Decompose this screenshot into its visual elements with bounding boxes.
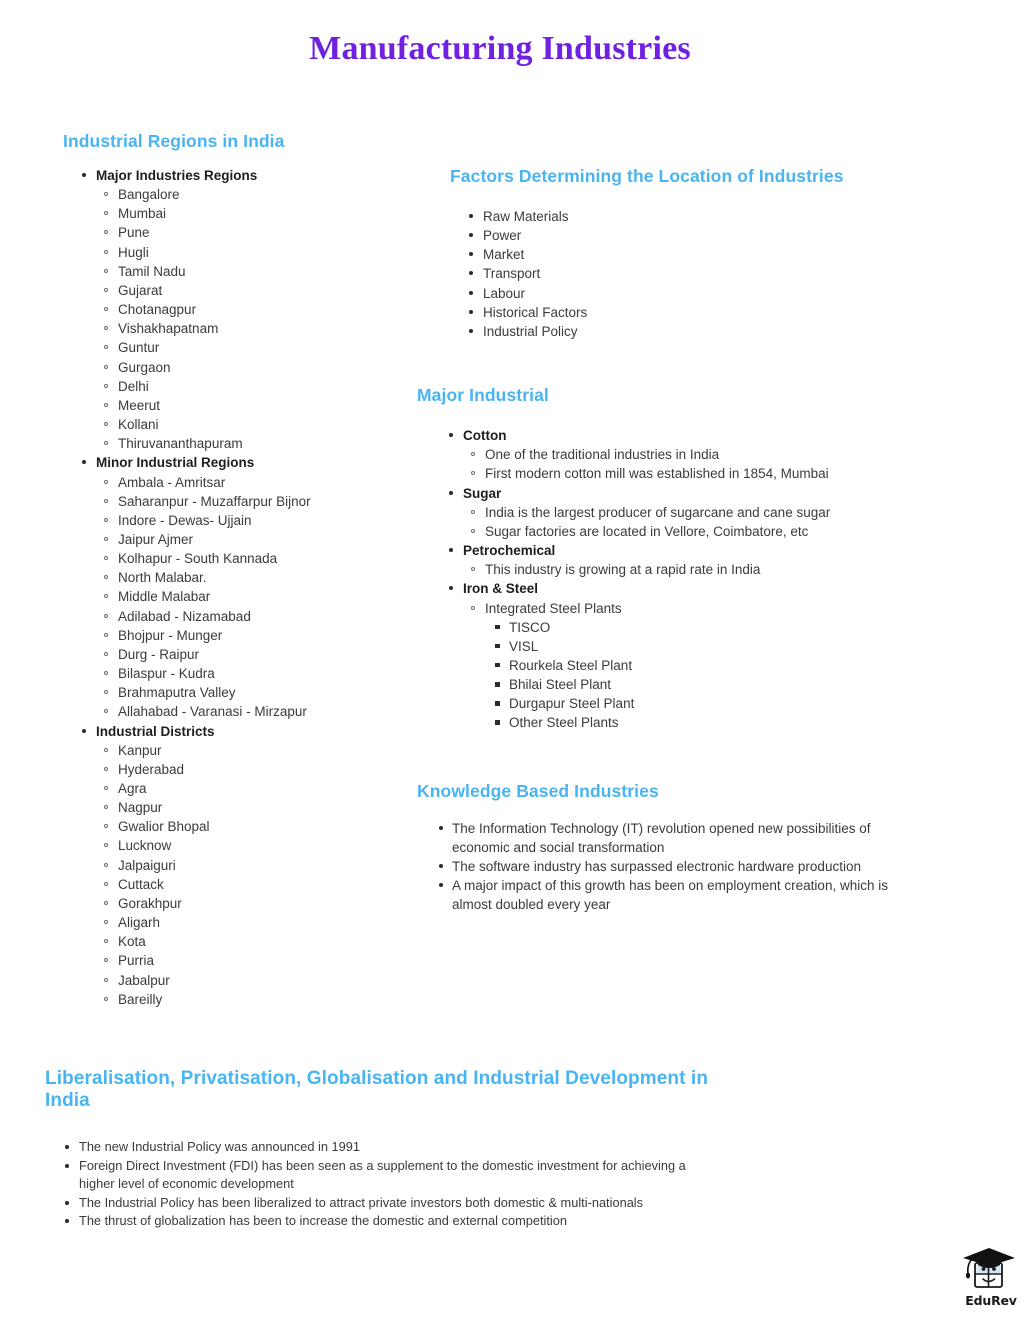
list-item: Other Steel Plants: [494, 713, 937, 732]
list-item: Hyderabad: [103, 760, 393, 779]
graduation-cap-book-mascot-icon: [958, 1246, 1020, 1292]
list-item: The Industrial Policy has been liberalized to attract private investors both domestic & multi-nationals: [63, 1194, 723, 1213]
list-item: Mumbai: [103, 204, 393, 223]
major-industrial-list: [447, 426, 937, 733]
list-item: Indore - Dewas- Ujjain: [103, 511, 393, 530]
edurev-logo: [958, 1246, 1024, 1312]
list-item: Ambala - Amritsar: [103, 473, 393, 492]
list-item: Bilaspur - Kudra: [103, 664, 393, 683]
list-item: Vishakhapatnam: [103, 319, 393, 338]
knowledge-section: [417, 781, 937, 915]
list-item: Power: [467, 226, 937, 245]
list-item: The software industry has surpassed electronic hardware production: [437, 857, 917, 876]
industry-label: Iron & Steel: [447, 579, 937, 598]
list-item: Kanpur: [103, 741, 393, 760]
list-item: Bareilly: [103, 990, 393, 1009]
list-item: Kota: [103, 932, 393, 951]
right-column: [417, 166, 937, 914]
list-item: Meerut: [103, 396, 393, 415]
list-item: Agra: [103, 779, 393, 798]
list-item: Jaipur Ajmer: [103, 530, 393, 549]
list-item: North Malabar.: [103, 568, 393, 587]
industrial-districts-sublist: [103, 741, 393, 1009]
knowledge-list: [437, 819, 917, 915]
list-group-label: Major Industries Regions: [80, 166, 393, 185]
list-item: Jabalpur: [103, 971, 393, 990]
section-heading-knowledge-based: Knowledge Based Industries: [417, 780, 659, 801]
list-item: Saharanpur - Muzaffarpur Bijnor: [103, 492, 393, 511]
list-item: Brahmaputra Valley: [103, 683, 393, 702]
list-item: Jalpaiguri: [103, 856, 393, 875]
list-item: The thrust of globalization has been to increase the domestic and external competition: [63, 1212, 723, 1231]
integrated-steel-plants-sublist: [494, 618, 937, 733]
list-item: Guntur: [103, 338, 393, 357]
list-item: Industrial Policy: [467, 322, 937, 341]
section-heading-industrial-regions: Industrial Regions in India: [63, 131, 285, 151]
list-item: Gorakhpur: [103, 894, 393, 913]
list-item: Labour: [467, 284, 937, 303]
list-item: Lucknow: [103, 836, 393, 855]
industry-label: Petrochemical: [447, 541, 937, 560]
list-item: Foreign Direct Investment (FDI) has been seen as a supplement to the domestic investment for achieving a higher level of economic development: [63, 1157, 723, 1194]
list-item: A major impact of this growth has been on employment creation, which is almost doubled every year: [437, 876, 917, 914]
list-item: Allahabad - Varanasi - Mirzapur: [103, 702, 393, 721]
list-item: VISL: [494, 637, 937, 656]
list-item: Bhilai Steel Plant: [494, 675, 937, 694]
minor-industrial-regions-sublist: [103, 473, 393, 722]
list-item: This industry is growing at a rapid rate in India: [470, 560, 937, 579]
liberalisation-list: [63, 1138, 723, 1231]
list-item: Aligarh: [103, 913, 393, 932]
industry-label: Cotton: [447, 426, 937, 445]
list-item: India is the largest producer of sugarcane and cane sugar: [470, 503, 937, 522]
list-item: Gujarat: [103, 281, 393, 300]
factors-list: [467, 207, 937, 341]
major-industrial-section: [417, 385, 937, 733]
list-item: Rourkela Steel Plant: [494, 656, 937, 675]
left-column: [63, 131, 393, 1009]
list-item: Durgapur Steel Plant: [494, 694, 937, 713]
list-item: The new Industrial Policy was announced in 1991: [63, 1138, 723, 1157]
industrial-regions-list: [80, 166, 393, 1009]
section-heading-major-industrial: Major Industrial: [417, 385, 549, 406]
list-item: Middle Malabar: [103, 587, 393, 606]
list-item: Gurgaon: [103, 358, 393, 377]
factors-section: [417, 166, 937, 341]
list-item: Integrated Steel Plants: [470, 599, 937, 618]
iron-steel-sublist: [470, 599, 937, 733]
list-item: Cuttack: [103, 875, 393, 894]
list-item: Durg - Raipur: [103, 645, 393, 664]
list-item: TISCO: [494, 618, 937, 637]
list-group-label: Industrial Districts: [80, 722, 393, 741]
list-item: One of the traditional industries in India: [470, 445, 937, 464]
list-item: Market: [467, 245, 937, 264]
list-item: Kolhapur - South Kannada: [103, 549, 393, 568]
list-group-label: Minor Industrial Regions: [80, 453, 393, 472]
list-item: The Information Technology (IT) revolution opened new possibilities of economic and social transformation: [437, 819, 917, 857]
sugar-sublist: [470, 503, 937, 541]
section-heading-factors: Factors Determining the Location of Industries: [450, 166, 844, 186]
list-item: Thiruvananthapuram: [103, 434, 393, 453]
list-item: Delhi: [103, 377, 393, 396]
list-item: Sugar factories are located in Vellore, Coimbatore, etc: [470, 522, 937, 541]
list-item: Pune: [103, 223, 393, 242]
list-item: Purria: [103, 951, 393, 970]
major-industries-regions-sublist: [103, 185, 393, 453]
list-item: Tamil Nadu: [103, 262, 393, 281]
list-item: Bhojpur - Munger: [103, 626, 393, 645]
list-item: Nagpur: [103, 798, 393, 817]
page-title: Manufacturing Industries: [309, 30, 691, 67]
petrochemical-sublist: [470, 560, 937, 579]
section-heading-liberalisation: Liberalisation, Privatisation, Globalisation and Industrial Development in India: [45, 1068, 709, 1111]
list-item: Gwalior Bhopal: [103, 817, 393, 836]
list-item: Kollani: [103, 415, 393, 434]
list-item: Bangalore: [103, 185, 393, 204]
edurev-logo-text: EduRev: [965, 1293, 1017, 1308]
industry-label: Sugar: [447, 484, 937, 503]
list-item: Transport: [467, 264, 937, 283]
liberalisation-section: [45, 1068, 745, 1231]
list-item: Hugli: [103, 243, 393, 262]
list-item: Chotanagpur: [103, 300, 393, 319]
cotton-sublist: [470, 445, 937, 483]
list-item: Adilabad - Nizamabad: [103, 607, 393, 626]
list-item: First modern cotton mill was established in 1854, Mumbai: [470, 464, 937, 483]
list-item: Historical Factors: [467, 303, 937, 322]
list-item: Raw Materials: [467, 207, 937, 226]
